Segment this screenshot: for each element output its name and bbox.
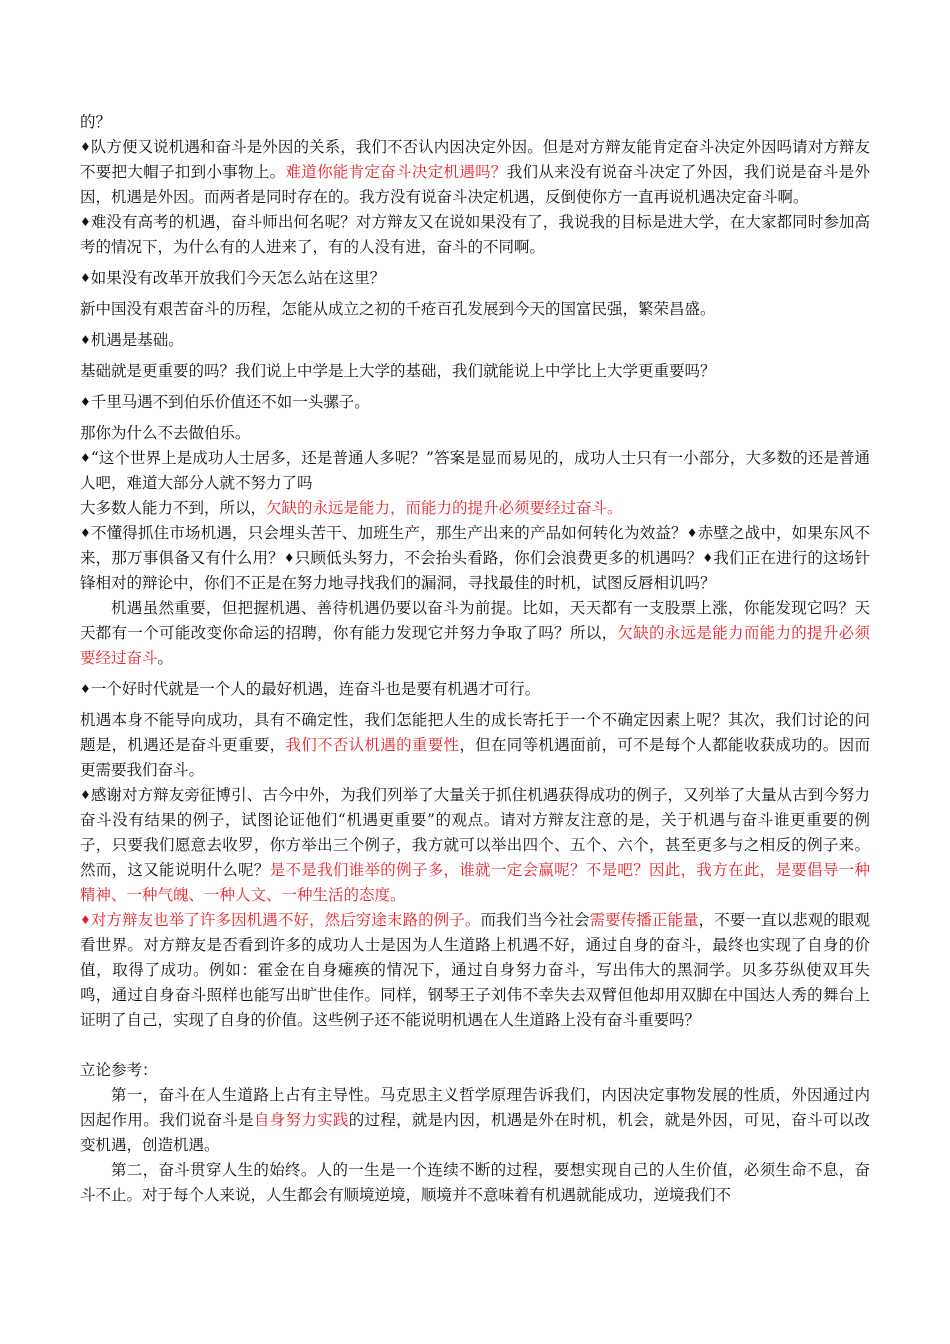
text-segment: 机遇虽然重要，但把握机遇、善待机遇仍要以奋斗为前提。比如，天天都有一支股票上涨，你能发现它吗？天天都有一个可能改变你命运的招聘，你有能力发现它并努力争取了吗？所以， <box>80 599 870 642</box>
text-segment: 只顾低头努力，不会抬头看路，你们会浪费更多的机遇吗？ <box>294 549 703 567</box>
text-segment: 机遇本身不能导向成功，具有不确定性，我们怎能把人生的成长寄托于一个不确定因素上呢？其次，我们讨论的问题是，机遇还是奋斗更重要， <box>80 711 870 754</box>
paragraph <box>80 266 870 291</box>
paragraph <box>80 496 870 521</box>
paragraph <box>80 135 870 210</box>
text-segment: 新中国没有艰苦奋斗的历程，怎能从成立之初的千疮百孔发展到今天的国富民强，繁荣昌盛。 <box>80 300 716 318</box>
paragraph <box>80 1058 870 1083</box>
document-page <box>80 110 870 1208</box>
paragraph <box>80 390 870 415</box>
bullet-diamond-icon: ♦ <box>80 333 91 347</box>
text-segment: 如果没有改革开放我们今天怎么站在这里？ <box>90 269 386 287</box>
bullet-diamond-icon: ♦ <box>80 395 91 409</box>
bullet-diamond-icon: ♦ <box>80 271 91 285</box>
text-segment: 我们从来没有说奋斗决定了外因，我们说是奋斗是外因，机遇是外因。而两者是同时存在的。我方没有说奋斗决定机遇，反倒使你方一直再说机遇决定奋斗啊。 <box>80 163 870 206</box>
highlighted-text: 难道你能肯定奋斗决定机遇吗？ <box>285 163 507 181</box>
bullet-diamond-icon: ♦ <box>686 526 698 540</box>
text-segment: 第二，奋斗贯穿人生的始终。人的一生是一个连续不断的过程，要想实现自己的人生价值，必须生命不息，奋斗不止。对于每个人来说，人生都会有顺境逆境，顺境并不意味着有机遇就能成功，逆境我们不 <box>80 1161 870 1204</box>
paragraph <box>80 521 870 596</box>
paragraph <box>80 1083 870 1158</box>
bullet-diamond-icon: ♦ <box>80 451 91 465</box>
text-segment: 千里马遇不到伯乐价值还不如一头骡子。 <box>90 393 370 411</box>
bullet-diamond-icon: ♦ <box>80 526 91 540</box>
text-segment: 队方便又说机遇和奋斗是外因的关系，我们不否认内因决定外因。但是对方辩友能肯定奋斗决定外因吗请对方辩友不要把大帽子扣到小事物上。 <box>80 138 870 181</box>
bullet-diamond-icon: ♦ <box>702 551 714 565</box>
bullet-diamond-icon: ♦ <box>283 551 295 565</box>
bullet-diamond-icon: ♦ <box>80 913 91 927</box>
highlighted-text: 欠缺的永远是能力，而能力的提升必须要经过奋斗。 <box>266 499 623 517</box>
paragraph <box>80 446 870 496</box>
highlighted-text: 自身努力实践 <box>253 1111 349 1129</box>
bullet-diamond-icon: ♦ <box>80 788 91 802</box>
paragraph <box>80 110 870 135</box>
text-segment: 的？ <box>80 113 112 131</box>
text-segment: 第一，奋斗在人生道路上占有主导性。马克思主义哲学原理告诉我们，内因决定事物发展的性质，外因通过内因起作用。我们说奋斗是 <box>80 1086 870 1129</box>
text-segment: ，但在同等机遇面前，可不是每个人都能收获成功的。因而更需要我们奋斗。 <box>80 736 870 779</box>
highlighted-text: 欠缺的永远是能力而能力的提升必须要经过奋斗 <box>80 624 870 667</box>
highlighted-text: 对方辩友也举了许多因机遇不好，然后穷途末路的例子。 <box>90 911 481 929</box>
bullet-diamond-icon: ♦ <box>80 140 91 154</box>
text-segment: 基础就是更重要的吗？我们说上中学是上大学的基础，我们就能说上中学比上大学更重要吗？ <box>80 362 716 380</box>
text-segment: 立论参考： <box>80 1061 158 1079</box>
highlighted-text: 需要传播正能量 <box>589 911 699 929</box>
paragraph <box>80 708 870 783</box>
paragraph <box>80 421 870 446</box>
text-segment: 感谢对方辩友旁征博引、古今中外，为我们列举了大量关于抓住机遇获得成功的例子，又列举了大量从古到今努力奋斗没有结果的例子，试图论证他们“机遇更重要”的观点。请对方辩友注意的是，关于机遇与奋斗谁更重要的例子，只要我们愿意去收罗，你方举出三个例子，我方就可以举出四个、五个、六个，甚至更多与之相反的例子来。然而，这又能说明什么呢？ <box>80 786 870 879</box>
text-segment: 。 <box>157 649 174 667</box>
paragraph <box>80 359 870 384</box>
highlighted-text: 我们不否认机遇的重要性 <box>285 736 460 754</box>
paragraph <box>80 677 870 702</box>
paragraph <box>80 908 870 1033</box>
text-segment: 难没有高考的机遇，奋斗师出何名呢？对方辩友又在说如果没有了，我说我的目标是进大学，在大家都同时参加高考的情况下，为什么有的人进来了，有的人没有进，奋斗的不同啊。 <box>80 213 870 256</box>
text-segment: ，不要一直以悲观的眼观看世界。对方辩友是否看到许多的成功人士是因为人生道路上机遇不好，通过自身的奋斗，最终也实现了自身的价值，取得了成功。例如：霍金在自身瘫痪的情况下，通过自身努力奋斗，写出伟大的黑洞学。贝多芬纵使双耳失鸣，通过自身奋斗照样也能写出旷世佳作。同样，钢琴王子刘伟不幸失去双臂但他却用双脚在中国达人秀的舞台上证明了自己，实现了自身的价值。这些例子还不能说明机遇在人生道路上没有奋斗重要吗？ <box>80 911 870 1029</box>
text-segment: 赤壁之战中，如果东风不来，那万事俱备又有什么用？ <box>80 524 870 567</box>
blank-line <box>80 1033 870 1058</box>
paragraph <box>80 210 870 260</box>
paragraph <box>80 297 870 322</box>
paragraph <box>80 1158 870 1208</box>
paragraph <box>80 596 870 671</box>
text-segment: 机遇是基础。 <box>90 331 184 349</box>
paragraph <box>80 783 870 908</box>
text-segment: 不懂得抓住市场机遇，只会埋头苦干、加班生产，那生产出来的产品如何转化为效益？ <box>90 524 687 542</box>
text-segment: 大多数人能力不到，所以， <box>80 499 267 517</box>
bullet-diamond-icon: ♦ <box>80 215 91 229</box>
text-segment: 那你为什么不去做伯乐。 <box>80 424 251 442</box>
text-segment: 我们正在进行的这场针锋相对的辩论中，你们不正是在努力地寻找我们的漏洞，寻找最佳的时机，试图反唇相讥吗？ <box>80 549 870 592</box>
text-segment: 的过程，就是内因，机遇是外在时机，机会，就是外因，可见，奋斗可以改变机遇，创造机遇。 <box>80 1111 870 1154</box>
highlighted-text: 是不是我们谁举的例子多，谁就一定会赢呢？不是吧？因此，我方在此，是要倡导一种精神、一种气魄、一种人文、一种生活的态度。 <box>80 861 870 904</box>
text-segment: 一个好时代就是一个人的最好机遇，连奋斗也是要有机遇才可行。 <box>90 680 541 698</box>
text-segment: “这个世界上是成功人士居多，还是普通人多呢？”答案是显而易见的，成功人士只有一小部分，大多数的还是普通人吧，难道大部分人就不努力了吗 <box>80 449 870 492</box>
text-segment: 而我们当今社会 <box>480 911 590 929</box>
paragraph <box>80 328 870 353</box>
bullet-diamond-icon: ♦ <box>80 682 91 696</box>
